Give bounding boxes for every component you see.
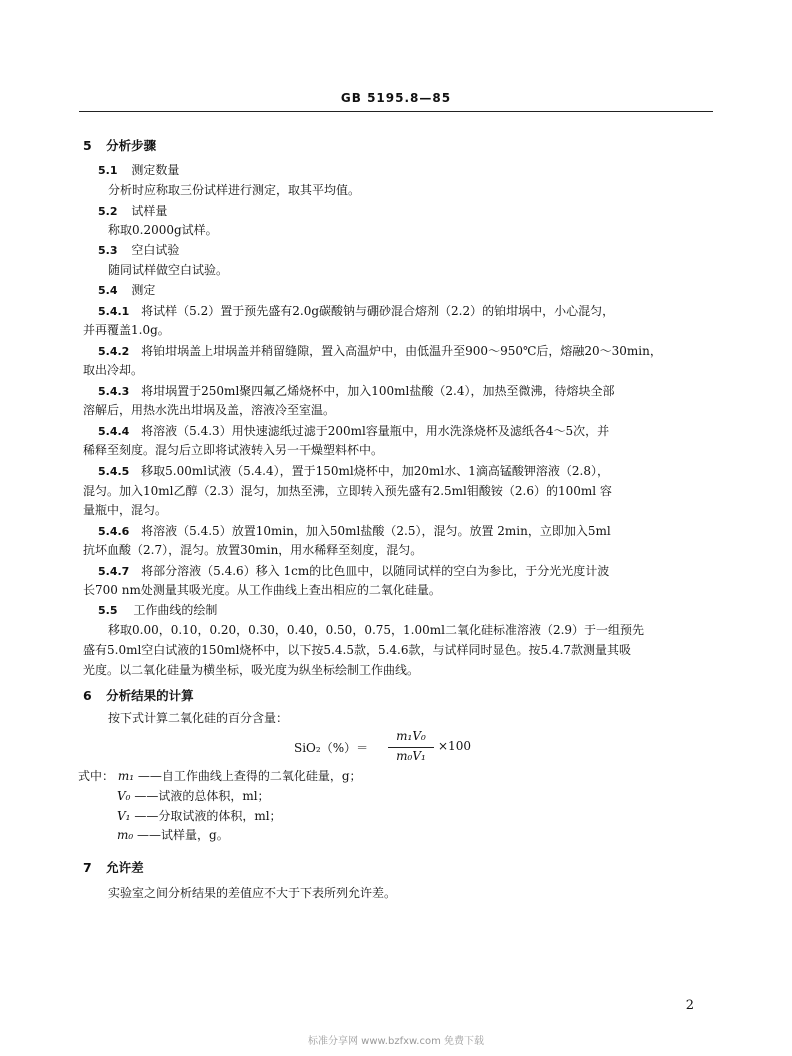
clause-5-2-heading xyxy=(98,203,167,220)
clause-number: 5.4 xyxy=(98,284,118,297)
section-6-heading xyxy=(83,686,194,704)
clause-title: 测定 xyxy=(131,283,156,297)
section-number: 5 xyxy=(83,138,92,153)
clause-title: 空白试验 xyxy=(131,243,180,257)
clause-number: 5.1 xyxy=(98,164,118,177)
page-number: 2 xyxy=(685,998,694,1013)
clause-5-4-5-line-2: 混匀。加入10ml乙醇（2.3）混匀，加热至沸，立即转入预先盛有2.5ml钼酸铵（2.6）的100ml 容 xyxy=(83,484,612,498)
section-number: 6 xyxy=(83,688,92,703)
clause-5-4-3-line-1 xyxy=(98,383,615,400)
clause-number: 5.2 xyxy=(98,205,118,218)
clause-5-4-5-line-1 xyxy=(98,463,609,480)
clause-5-4-2-line-2: 取出冷却。 xyxy=(83,363,144,377)
clause-number: 5.5 xyxy=(98,604,118,617)
formula-rhs: ×100 xyxy=(438,739,471,753)
clause-5-1-body: 分析时应称取三份试样进行测定，取其平均值。 xyxy=(108,183,361,197)
definition-v0: ——试液的总体积，ml； xyxy=(134,789,270,803)
clause-5-4-1-line-2: 并再覆盖1.0g。 xyxy=(83,323,170,337)
clause-5-5-line-3: 光度。以二氧化硅量为横坐标，吸光度为纵坐标绘制工作曲线。 xyxy=(83,663,420,677)
clause-5-4-7-line-1 xyxy=(98,563,609,580)
clause-5-5-line-2: 盛有5.0ml空白试液的150ml烧杯中，以下按5.4.5款，5.4.6款，与试样同时显色。按5.4.7款测量其吸 xyxy=(83,643,632,657)
where-line-1 xyxy=(78,768,362,784)
clause-5-4-4-line-2: 稀释至刻度。混匀后立即将试液转入另一干燥塑料杯中。 xyxy=(83,443,384,457)
formula-denominator: m₀V₁ xyxy=(396,749,426,763)
clause-number: 5.4.2 xyxy=(98,345,130,358)
where-lead: 式中： xyxy=(78,769,115,783)
clause-text: 将溶液（5.4.3）用快速滤纸过滤于200ml容量瓶中，用水洗涤烧杯及滤纸各4～5次，并 xyxy=(141,424,610,438)
section-title: 分析步骤 xyxy=(106,138,157,153)
formula-lhs: SiO₂（%）＝ xyxy=(294,741,369,755)
section-7-body: 实验室之间分析结果的差值应不大于下表所列允许差。 xyxy=(108,886,397,900)
clause-number: 5.4.6 xyxy=(98,525,130,538)
clause-5-4-6-line-1 xyxy=(98,523,611,540)
fraction-bar xyxy=(388,747,434,748)
clause-5-3-body: 随同试样做空白试验。 xyxy=(108,263,229,277)
clause-number: 5.4.3 xyxy=(98,385,130,398)
where-line-4 xyxy=(117,827,229,843)
clause-number: 5.4.1 xyxy=(98,305,130,318)
clause-title: 测定数量 xyxy=(131,163,180,177)
clause-5-4-2-line-1 xyxy=(98,343,662,360)
clause-5-5-line-1: 移取0.00，0.10，0.20，0.30，0.40，0.50，0.75，1.00ml二氧化硅标准溶液（2.9）于一组预先 xyxy=(108,623,645,637)
clause-text: 将试样（5.2）置于预先盛有2.0g碳酸钠与硼砂混合熔剂（2.2）的铂坩埚中，小心混匀， xyxy=(141,304,615,318)
clause-text: 将坩埚置于250ml聚四氟乙烯烧杯中，加入100ml盐酸（2.4），加热至微沸，待熔块全部 xyxy=(141,384,615,398)
clause-5-2-body: 称取0.2000g试样。 xyxy=(108,223,218,237)
section-title: 分析结果的计算 xyxy=(106,688,194,703)
header-rule xyxy=(79,111,713,112)
where-line-2 xyxy=(117,788,270,804)
clause-number: 5.4.7 xyxy=(98,565,130,578)
clause-5-4-4-line-1 xyxy=(98,423,609,440)
standard-code: GB 5195.8—85 xyxy=(340,91,452,105)
formula-numerator: m₁V₀ xyxy=(396,729,426,743)
clause-5-4-7-line-2: 长700 nm处测量其吸光度。从工作曲线上查出相应的二氧化硅量。 xyxy=(83,583,441,597)
section-number: 7 xyxy=(83,860,92,875)
section-5-heading xyxy=(83,136,156,154)
clause-number: 5.4.4 xyxy=(98,425,130,438)
clause-text: 将部分溶液（5.4.6）移入 1cm的比色皿中，以随同试样的空白为参比，于分光光度计波 xyxy=(141,564,610,578)
clause-5-3-heading xyxy=(98,242,179,259)
clause-title: 试样量 xyxy=(131,204,168,218)
clause-text: 移取5.00ml试液（5.4.4），置于150ml烧杯中，加20ml水、1滴高锰酸钾溶液（2.8）， xyxy=(141,464,609,478)
section-6-intro: 按下式计算二氧化硅的百分含量： xyxy=(108,711,289,725)
clause-5-1-heading xyxy=(98,162,179,179)
clause-5-4-6-line-2: 抗坏血酸（2.7），混匀。放置30min，用水稀释至刻度，混匀。 xyxy=(83,543,423,557)
clause-5-4-3-line-2: 溶解后，用热水洗出坩埚及盖，溶液冷至室温。 xyxy=(83,403,336,417)
symbol-v1: V₁ xyxy=(117,809,131,823)
clause-text: 将铂坩埚盖上坩埚盖并稍留缝隙，置入高温炉中，由低温升至900～950℃后，熔融20～30min， xyxy=(141,344,662,358)
clause-number: 5.3 xyxy=(98,244,118,257)
symbol-v0: V₀ xyxy=(117,789,131,803)
footer-watermark: 标准分享网 www.bzfxw.com 免费下载 xyxy=(308,1036,484,1047)
definition-m0: ——试样量，g。 xyxy=(137,828,229,842)
where-line-3 xyxy=(117,808,282,824)
clause-text: 将溶液（5.4.5）放置10min，加入50ml盐酸（2.5），混匀。放置 2min，立即加入5ml xyxy=(141,524,611,538)
section-title: 允许差 xyxy=(106,860,144,875)
clause-title: 工作曲线的绘制 xyxy=(133,603,218,617)
definition-v1: ——分取试液的体积，ml； xyxy=(134,809,282,823)
symbol-m1: m₁ xyxy=(117,769,135,783)
symbol-m0: m₀ xyxy=(117,828,134,842)
clause-5-4-heading xyxy=(98,282,155,299)
clause-5-4-1-line-1 xyxy=(98,303,614,320)
section-7-heading xyxy=(83,858,144,876)
definition-m1: ——自工作曲线上查得的二氧化硅量，g； xyxy=(137,769,362,783)
clause-number: 5.4.5 xyxy=(98,465,130,478)
clause-5-5-heading xyxy=(98,602,217,619)
clause-5-4-5-line-3: 量瓶中，混匀。 xyxy=(83,503,168,517)
